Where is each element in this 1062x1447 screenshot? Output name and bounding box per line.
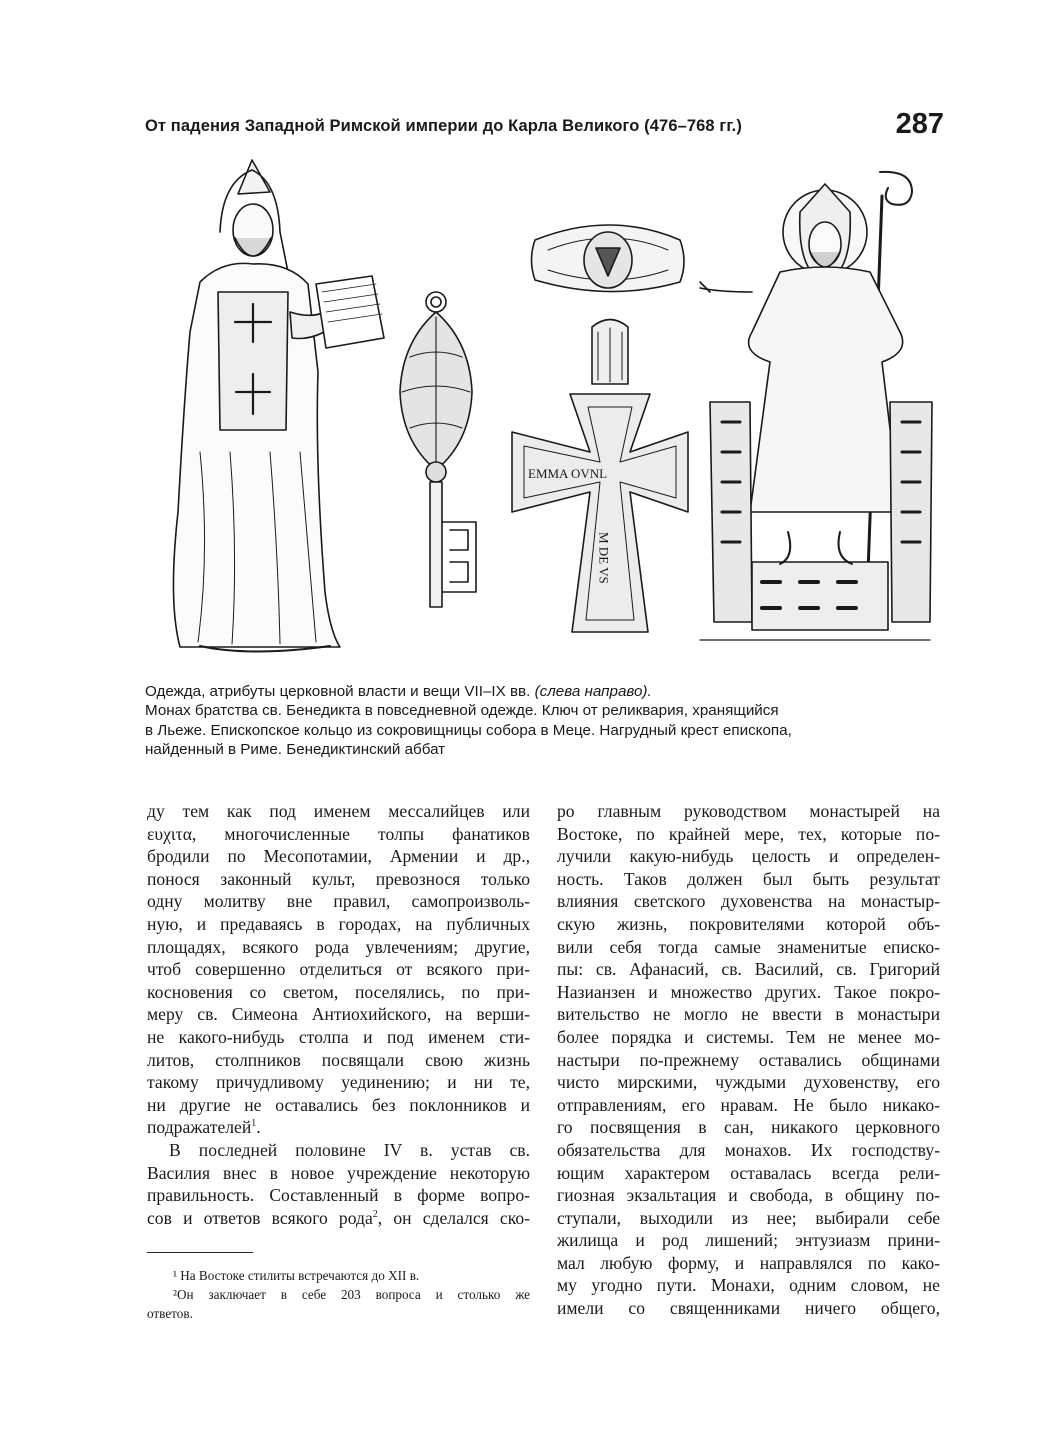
text-line: обязательства для монахов. Их господству- [557,1139,940,1160]
text-line: ευχιτα, многочисленные толпы фанатиков [147,823,530,844]
monk-figure [173,160,384,652]
footnote-2: ²Он заключает в себе 203 вопроса и столько же [173,1287,530,1302]
text-line: пы: св. Афанасий, св. Василий, св. Григорий [557,959,940,980]
text-line: литов, столпников посвящали свою жизнь [147,1049,530,1070]
footnotes [147,1266,530,1323]
text-line: подражателей$^1$. [147,1117,261,1138]
text-line: имели со священниками ничего общего, [557,1298,940,1319]
text-line: вили себя тогда самые знаменитые еписко- [557,936,940,957]
text-line: ро главным руководством монастырей на [557,801,940,821]
text-line: влияния светского духовенства на монастыр- [557,891,940,912]
text-line: одну молитву вне правил, самопроизволь- [147,891,530,912]
text-line: Василия внес в новое учреждение некоторую [147,1162,530,1183]
text-line: такому причудливому уединению; и ни те, [147,1072,530,1093]
text-line: ющим характером оставалась всегда рели- [557,1162,940,1183]
text-line: вительство не могло не ввести в монастыри [557,1004,940,1025]
text-line: скую жизнь, покровителями которой объ- [557,913,940,934]
text-line: му угодно пути. Монахи, одним словом, не [557,1275,940,1296]
running-title: От падения Западной Римской империи до Карла Великого (476–768 гг.) [145,117,742,135]
footnote-ref-1[interactable]: 1 [251,1118,257,1130]
text-line: мал любую форму, и направлялся по како- [557,1252,940,1273]
text-line: меру св. Симеона Антиохийского, на верши- [147,1004,530,1025]
text-line: чтоб совершенно отделиться от всякого при- [147,959,530,980]
pectoral-cross [512,320,688,633]
engraving-plate [140,152,940,674]
footnote-2-continued: ответов. [147,1306,193,1321]
text-line: жилища и род лишений; энтузиазм прини- [557,1230,940,1251]
text-line: чисто мирскими, чуждыми духовенству, его [557,1072,940,1093]
text-line: гиозная экзальтация и свобода, в общину по- [557,1185,940,1206]
text-line: ни другие не оставались без поклонников и [147,1094,530,1115]
text-line: правильность. Составленный в форме вопро- [147,1185,530,1206]
reliquary-key [400,292,476,607]
benedictine-abbot [700,172,932,640]
text-line: настыри по-прежнему оставались общинами [557,1049,940,1070]
text-line: косновения со светом, поселялись, по при- [147,981,530,1002]
text-line: ность. Таков должен был быть результат [557,868,940,889]
left-text-column [147,800,530,1229]
text-line: лучили какую-нибудь целость и определен- [557,846,940,867]
text-line: площадях, всякого рода увлечениям; другие, [147,936,530,957]
text-line: бродили по Месопотамии, Армении и др., [147,846,530,867]
footnote-ref-2[interactable]: 2 [372,1208,378,1220]
text-line: понося законный культ, превознося только [147,868,530,889]
cross-inscription-vertical: M DE VS [596,532,612,584]
right-text-column [557,800,940,1320]
text-line: ступали, выходили из нее; выбирали себе [557,1207,940,1228]
text-line: ную, и предаваясь в городах, на публичных [147,913,530,934]
caption-line-4: найденный в Риме. Бенедиктинский аббат [145,741,446,759]
text-line: не какого-нибудь столпа и под именем сти- [147,1026,530,1047]
caption-line-2: Монах братства св. Бенедикта в повседневной одежде. Ключ от реликвария, хранящийся [145,702,779,720]
footnote-1: ¹ На Востоке стилиты встречаются до XII в. [173,1268,420,1283]
figure-caption [145,682,925,760]
caption-direction-note: (слева направо). [534,683,652,700]
text-line: го посвящения в сан, никакого церковного [557,1117,940,1138]
text-line: более порядка и системы. Тем не менее мо- [557,1026,940,1047]
text-line: отправлениям, его нравам. Не было никако- [557,1094,940,1115]
episcopal-ring [532,225,685,292]
text-line: Востоке, по крайней мере, тех, которые по- [557,823,940,844]
footnote-rule [147,1252,253,1253]
page-number: 287 [895,108,944,140]
text-line: сов и ответов всякого рода$^2$, он сделался ско- [147,1207,531,1228]
cross-inscription-horizontal: EMMA OVNL [528,466,608,481]
paragraph-start-line: В последней половине IV в. устав св. [169,1139,530,1160]
text-line: Назианзен и множество других. Такое покро- [557,981,940,1002]
text-line: ду тем как под именем мессалийцев или [147,801,530,821]
caption-line-3: в Льеже. Епископское кольцо из сокровищницы собора в Меце. Нагрудный крест епископа, [145,721,792,739]
caption-line-1: Одежда, атрибуты церковной власти и вещи VII–IX вв. (слева направо). [145,683,652,700]
